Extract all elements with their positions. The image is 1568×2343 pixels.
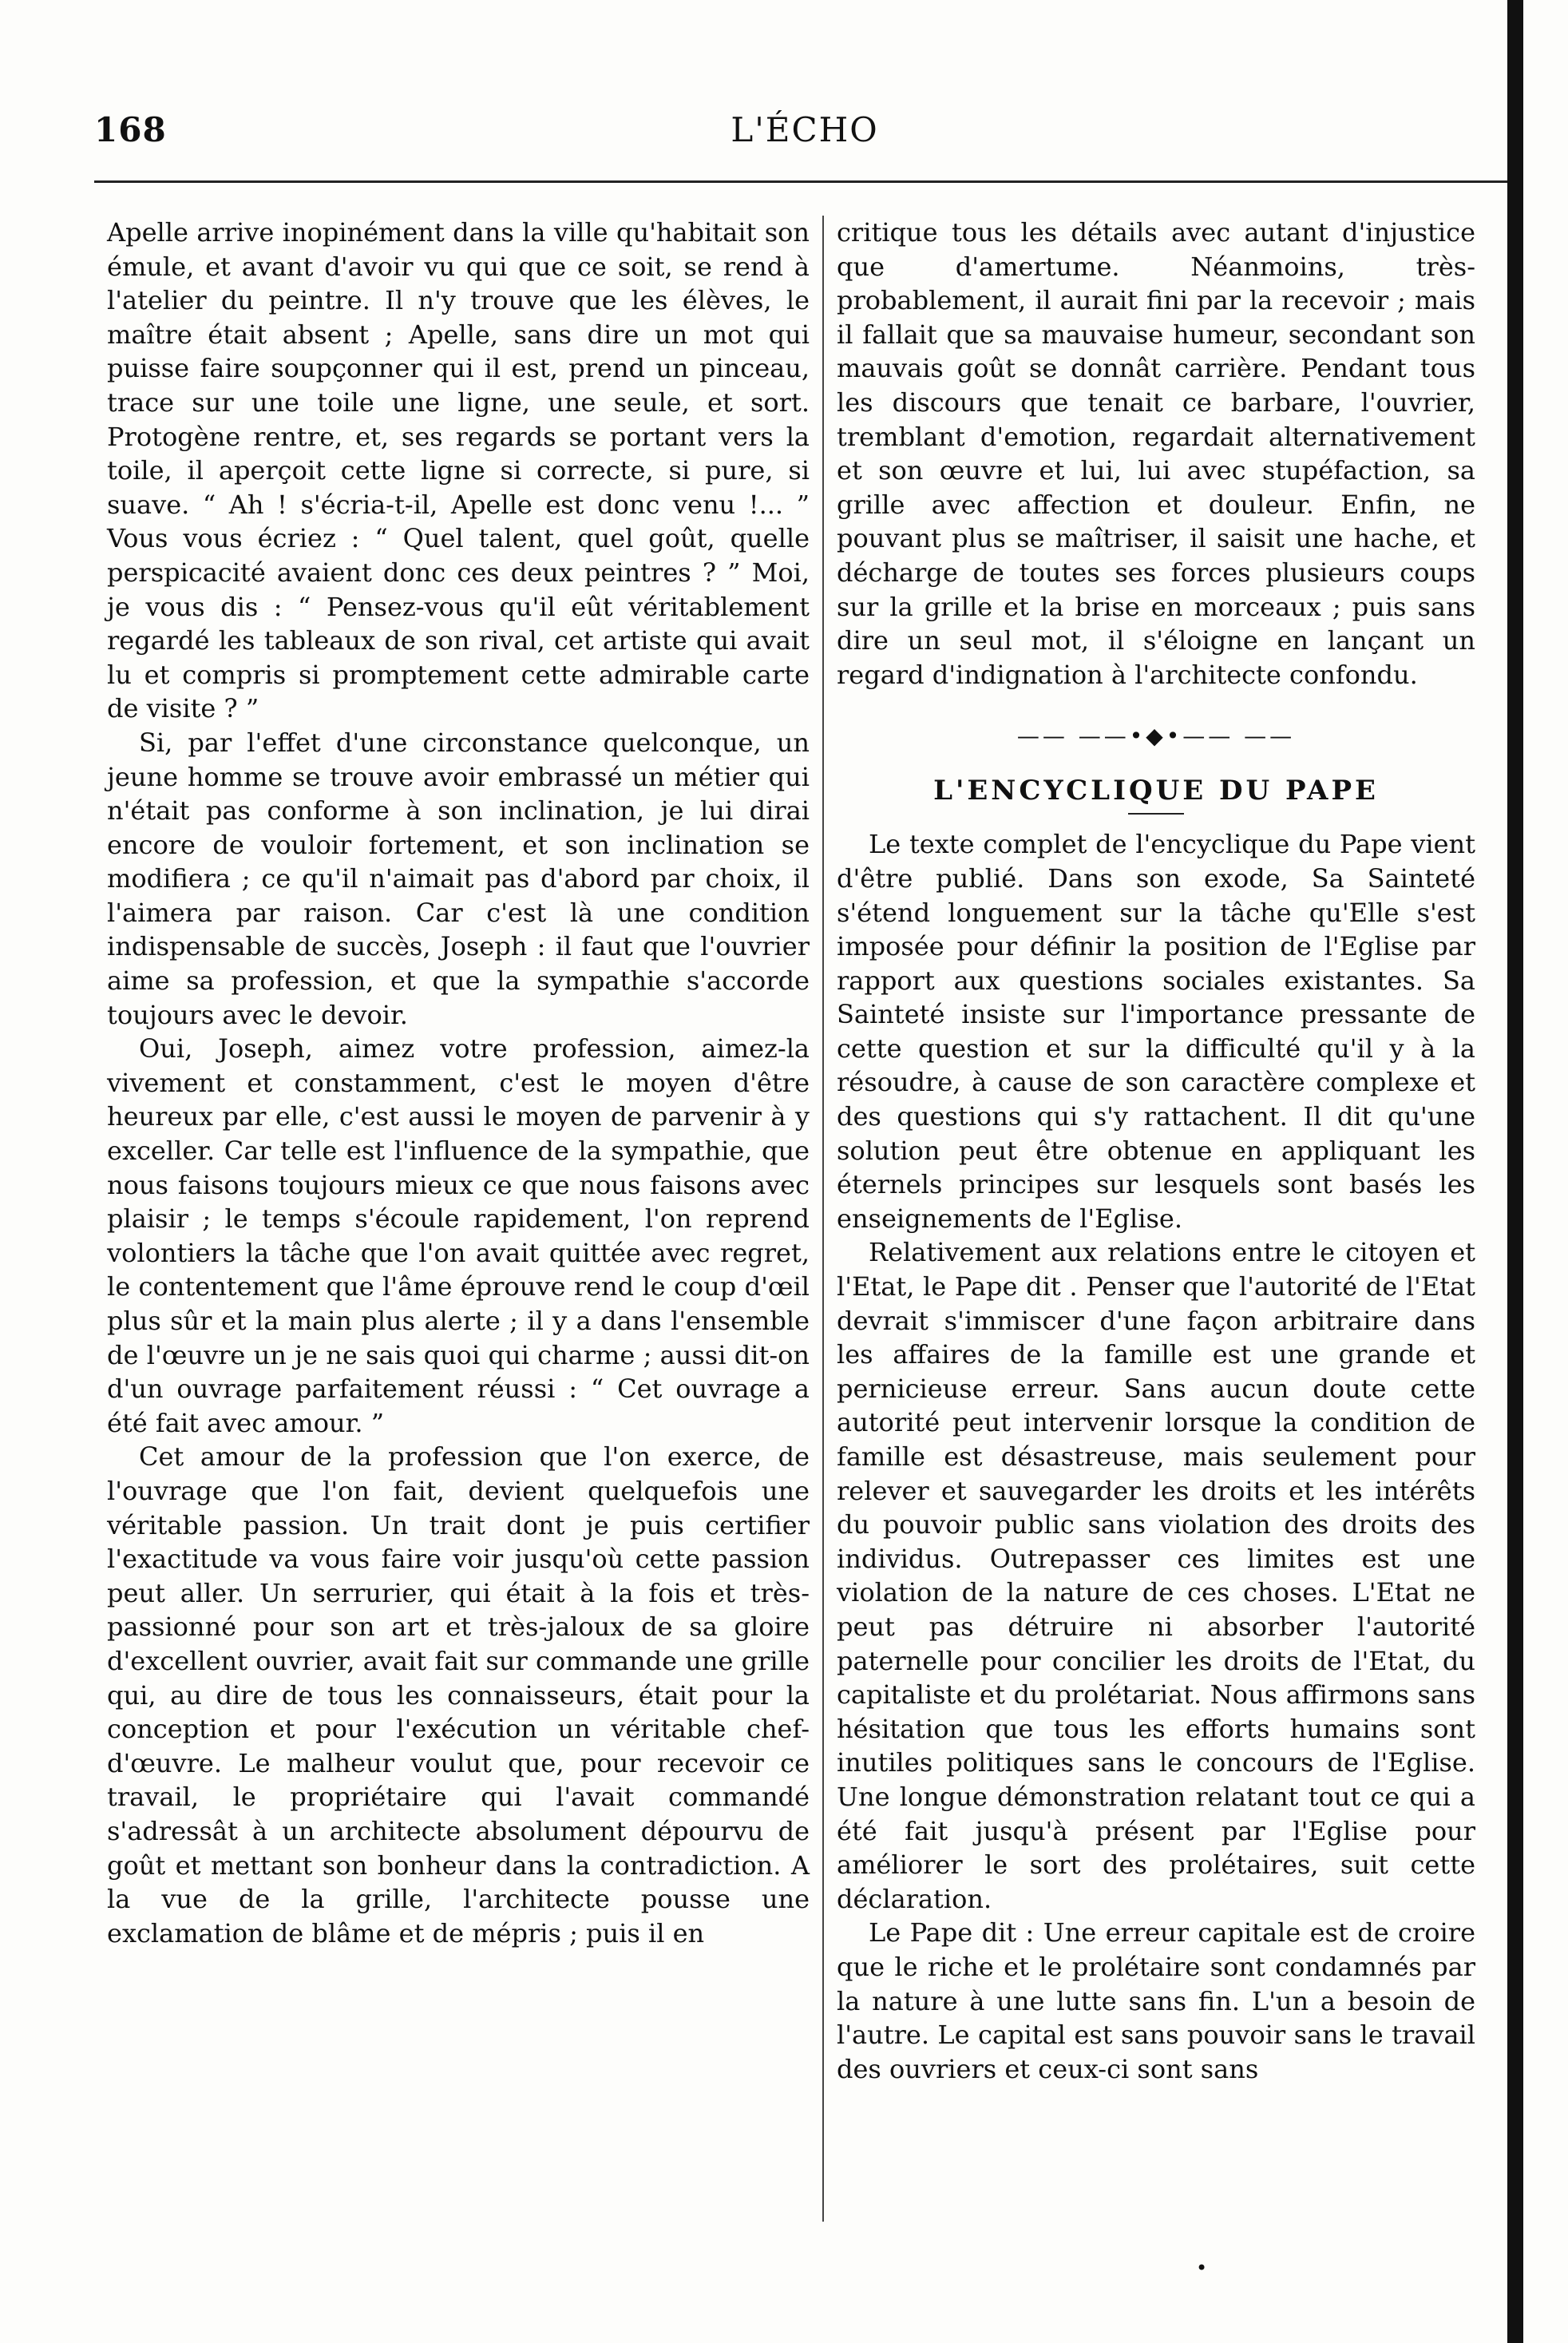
column-divider	[822, 216, 824, 2222]
scan-edge-shadow	[1507, 0, 1523, 2343]
encyclical-paragraph: Le texte complet de l'encyclique du Pape vient d'être publié. Dans son exode, Sa Sainteté s'étend longuement sur la tâche qu'Elle s'est imposée pour définir la position de l'Eglise par rapport aux questions sociales existantes. Sa Sainteté insiste sur l'importance pressante de cette question et sur la difficulté qu'il y à la résoudre, à cause de son caractère complexe et des questions qui s'y rattachent. Il dit qu'une solution peut être obtenue en appliquant les éternels principes sur lesquels sont basés les enseignements de l'Eglise.	[837, 829, 1475, 1234]
heading-rule	[1128, 813, 1184, 815]
article-continuation: critique tous les détails avec autant d'injustice que d'amertume. Néanmoins, très-probablement, il aurait fini par la recevoir ; mais il fallait que sa mauvaise humeur, secondant son mauvais goût se donnât carrière. Pendant tous les discours que tenait ce barbare, l'ouvrier, tremblant d'emotion, regardait alternativement et son œuvre et lui, lui avec stupéfaction, sa grille avec affection et douleur. Enfin, ne pouvant plus se maîtriser, il saisit une hache, et décharge de toutes ses forces plusieurs coups sur la grille et la brise en morceaux ; puis sans dire un seul mot, il s'éloigne en lançant un regard d'indignation à l'architecte confondu.	[837, 217, 1475, 690]
right-column	[837, 216, 1475, 2086]
header-rule	[94, 180, 1515, 183]
section-ornament: —— ——•◆•—— ——	[1016, 723, 1296, 750]
left-column	[107, 216, 810, 1950]
journal-title: L'ÉCHO	[731, 110, 879, 149]
article-paragraph: Si, par l'effet d'une circonstance quelconque, un jeune homme se trouve avoir embrassé un métier qui n'était pas conforme à son inclination, je lui dirai encore de vouloir fortement, et son inclination se modifiera ; ce qu'il n'aimait pas d'abord par choix, il l'aimera par raison. Car c'est là une condition indispensable de succès, Joseph : il faut que l'ouvrier aime sa profession, et que la sympathie s'accorde toujours avec le devoir.	[107, 727, 810, 1030]
section-heading: L'ENCYCLIQUE DU PAPE	[933, 775, 1379, 807]
article-paragraph: Cet amour de la profession que l'on exerce, de l'ouvrage que l'on fait, devient quelquefois une véritable passion. Un trait dont je puis certifier l'exactitude va vous faire voir jusqu'où cette passion peut aller. Un serrurier, qui était à la fois et très-passionné pour son art et très-jaloux de sa gloire d'excellent ouvrier, avait fait sur commande une grille qui, au dire de tous les connaisseurs, était pour la conception et pour l'exécution un véritable chef-d'œuvre. Le malheur voulut que, pour recevoir ce travail, le propriétaire qui l'avait commandé s'adressât à un architecte absolument dépourvu de goût et mettant son bonheur dans la contradiction. A la vue de la grille, l'architecte pousse une exclamation de blâme et de mépris ; puis il en	[107, 1441, 810, 1949]
bottom-mark: •	[1196, 2257, 1208, 2279]
encyclical-paragraph: Le Pape dit : Une erreur capitale est de croire que le riche et le prolétaire sont condamnés par la nature à une lutte sans fin. L'un a besoin de l'autre. Le capital est sans pouvoir sans le travail des ouvriers et ceux-ci sont sans	[837, 1917, 1475, 2084]
article-paragraph: Oui, Joseph, aimez votre profession, aimez-la vivement et constamment, c'est le moyen d'être heureux par elle, c'est aussi le moyen de parvenir à y exceller. Car telle est l'influence de la sympathie, que nous faisons toujours mieux ce que nous faisons avec plaisir ; le temps s'écoule rapidement, l'on reprend volontiers la tâche que l'on avait quittée avec regret, le contentement que l'âme éprouve rend le coup d'œil plus sûr et la main plus alerte ; il y a dans l'ensemble de l'œuvre un je ne sais quoi qui charme ; aussi dit-on d'un ouvrage parfaitement réussi : “ Cet ouvrage a été fait avec amour. ”	[107, 1033, 810, 1438]
page-header	[94, 110, 1515, 166]
encyclical-paragraph: Relativement aux relations entre le citoyen et l'Etat, le Pape dit . Penser que l'autorité de l'Etat devrait s'immiscer d'une façon arbitraire dans les affaires de la famille est une grande et pernicieuse erreur. Sans aucun doute cette autorité peut intervenir lorsque la condition de famille est désastreuse, mais seulement pour relever et sauvegarder les droits et les intérêts du pouvoir public sans violation des droits des individus. Outrepasser ces limites est une violation de la nature de ces choses. L'Etat ne peut pas détruire ni absorber l'autorité paternelle pour concilier les droits de l'Etat, du capitaliste et du prolétariat. Nous affirmons sans hésitation que tous les efforts humains sont inutiles politiques sans le concours de l'Eglise. Une longue démonstration relatant tout ce qui a été fait jusqu'à présent par l'Eglise pour améliorer le sort des prolétaires, suit cette déclaration.	[837, 1237, 1475, 1914]
article-paragraph: Apelle arrive inopinément dans la ville qu'habitait son émule, et avant d'avoir vu qui que ce soit, se rend à l'atelier du peintre. Il n'y trouve que les élèves, le maître était absent ; Apelle, sans dire un mot qui puisse faire soupçonner qui il est, prend un pinceau, trace sur une toile une ligne, une seule, et sort. Protogène rentre, et, ses regards se portant vers la toile, il aperçoit cette ligne si correcte, si pure, si suave. “ Ah ! s'écria-t-il, Apelle est donc venu !... ” Vous vous écriez : “ Quel talent, quel goût, quelle perspicacité avaient donc ces deux peintres ? ” Moi, je vous dis : “ Pensez-vous qu'il eût véritablement regardé les tableaux de son rival, cet artiste qui avait lu et compris si promptement cette admirable carte de visite ? ”	[107, 217, 810, 724]
page-number: 168	[94, 110, 167, 149]
